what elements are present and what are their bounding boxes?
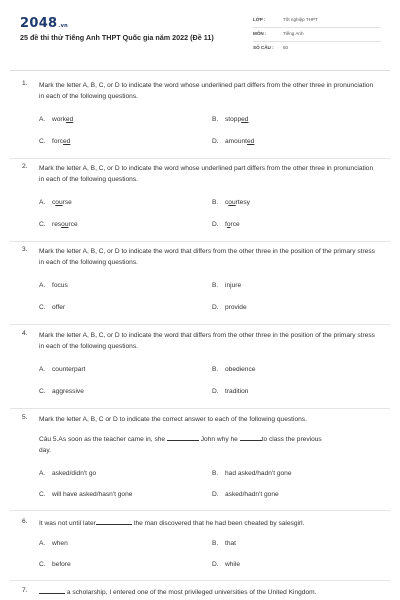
option-text: f: [225, 221, 227, 228]
option-text: c: [225, 199, 229, 206]
option-underlined: ed: [65, 116, 74, 123]
option-c[interactable]: [39, 221, 78, 228]
option-letter: B.: [212, 540, 219, 547]
meta-value: Tiếng Anh: [283, 31, 304, 36]
option-text: injure: [225, 282, 242, 289]
sub-question-part: to class the previous: [261, 436, 322, 443]
option-letter: A.: [39, 282, 46, 289]
question-separator: [10, 510, 390, 511]
option-text: offer: [52, 304, 66, 311]
option-c[interactable]: [39, 138, 70, 145]
option-d[interactable]: [212, 221, 240, 228]
option-b[interactable]: [212, 540, 236, 547]
option-letter: D.: [212, 221, 219, 228]
meta-row-count: [253, 42, 381, 56]
option-text: focus: [52, 282, 68, 289]
option-text-tail: rce: [68, 221, 78, 228]
option-c[interactable]: [39, 304, 65, 311]
meta-label: MÔN :: [253, 31, 267, 36]
option-letter: B.: [212, 366, 219, 373]
answer-blank: [167, 440, 199, 441]
option-letter: C.: [39, 304, 46, 311]
option-underlined: o: [226, 221, 231, 228]
option-underlined: ed: [63, 138, 71, 145]
sub-question-text: [39, 434, 379, 456]
option-letter: A.: [39, 540, 46, 547]
question-text: [39, 518, 379, 529]
option-letter: D.: [212, 388, 219, 395]
question-number: 1.: [22, 80, 28, 87]
answer-blank: [240, 440, 262, 441]
sub-question-part: John why he: [198, 436, 240, 443]
option-text: stopp: [225, 116, 242, 123]
option-d[interactable]: [212, 138, 254, 145]
question-number: 7.: [22, 587, 28, 594]
question-text: Mark the letter A, B, C, or D to indicate the word whose underlined part differs from the other three in pronunciation in each of the following questions.: [39, 165, 374, 183]
question-number: 2.: [22, 163, 28, 170]
option-letter: A.: [39, 470, 46, 477]
option-text: c: [52, 199, 56, 206]
option-underlined: ou: [228, 199, 236, 206]
question-separator: [10, 408, 390, 409]
question-number: 3.: [22, 246, 28, 253]
question-separator: [10, 158, 390, 159]
option-underlined: ou: [55, 199, 63, 206]
meta-label: SỐ CÂU :: [253, 45, 274, 50]
option-text: had asked/hadn't gone: [225, 470, 292, 477]
meta-row-subject: [253, 28, 381, 42]
question-text-part: It was not until later: [39, 520, 96, 527]
option-letter: B.: [212, 282, 219, 289]
question-text: Mark the letter A, B, C or D to indicate the correct answer to each of the following questions.: [39, 416, 307, 423]
sub-question-part: Câu 5.As soon as the teacher came in, she: [39, 436, 167, 443]
option-letter: B.: [212, 199, 219, 206]
option-a[interactable]: [39, 116, 73, 123]
option-letter: D.: [212, 561, 219, 568]
option-text: amount: [225, 138, 247, 145]
option-text-tail: rce: [230, 221, 240, 228]
option-text: asked/hadn't gone: [225, 491, 279, 498]
option-d[interactable]: [212, 388, 248, 395]
option-letter: C.: [39, 388, 46, 395]
question-separator: [10, 241, 390, 242]
option-text: provide: [225, 304, 247, 311]
document-header: [0, 0, 400, 68]
meta-row-class: [253, 14, 381, 28]
option-a[interactable]: [39, 199, 72, 206]
option-d[interactable]: [212, 304, 247, 311]
meta-label: LỚP :: [253, 17, 266, 22]
option-letter: C.: [39, 561, 46, 568]
option-b[interactable]: [212, 282, 241, 289]
meta-value: Tốt nghiệp THPT: [283, 17, 318, 22]
option-d[interactable]: [212, 561, 240, 568]
option-text: tradition: [225, 388, 249, 395]
option-letter: C.: [39, 138, 46, 145]
option-d[interactable]: [212, 491, 279, 498]
question-separator: [10, 580, 390, 581]
option-b[interactable]: [212, 366, 255, 373]
question-number: 6.: [22, 518, 28, 525]
question-text: Mark the letter A, B, C, or D to indicate the word that differs from the other three in the position of the primary stress in each of the following questions.: [39, 248, 375, 266]
question-text: Mark the letter A, B, C, or D to indicate the word that differs from the other three in the position of the primary stress in each of the following questions.: [39, 332, 375, 350]
option-underlined: ou: [61, 221, 69, 228]
option-letter: C.: [39, 491, 46, 498]
option-letter: C.: [39, 221, 46, 228]
option-text: will have asked/hasn't gone: [52, 491, 133, 498]
question-number: 4.: [22, 330, 28, 337]
sub-question-part: day.: [39, 447, 51, 454]
option-letter: A.: [39, 366, 46, 373]
logo-suffix: .vn: [58, 23, 69, 29]
option-letter: A.: [39, 199, 46, 206]
option-text: when: [52, 540, 68, 547]
option-a[interactable]: [39, 366, 85, 373]
option-text-tail: rtesy: [235, 199, 250, 206]
option-letter: A.: [39, 116, 46, 123]
document-title: 25 đề thi thử Tiếng Anh THPT Quốc gia năm 2022 (Đề 11): [20, 33, 214, 42]
option-a[interactable]: [39, 540, 68, 547]
question-separator: [10, 324, 390, 325]
question-text-part: the man discovered that he had been cheated by salesgirl.: [131, 520, 305, 527]
logo-text: 2048: [20, 16, 58, 31]
option-letter: B.: [212, 470, 219, 477]
option-letter: D.: [212, 304, 219, 311]
option-b[interactable]: [212, 470, 292, 477]
option-text: obedience: [225, 366, 256, 373]
option-b[interactable]: [212, 116, 248, 123]
option-text: work: [52, 116, 66, 123]
option-c[interactable]: [39, 561, 71, 568]
option-text: while: [225, 561, 241, 568]
answer-blank: [39, 593, 65, 594]
option-letter: D.: [212, 491, 219, 498]
header-divider: [10, 70, 390, 71]
question-number: 5.: [22, 414, 28, 421]
question-text: Mark the letter A, B, C, or D to indicate the word whose underlined part differs from the other three in pronunciation in each of the following questions.: [39, 82, 374, 100]
option-text: asked/didn't go: [52, 470, 97, 477]
option-underlined: ed: [241, 116, 249, 123]
site-logo[interactable]: [20, 16, 68, 31]
option-letter: D.: [212, 138, 219, 145]
option-c[interactable]: [39, 388, 84, 395]
option-text-tail: rse: [62, 199, 72, 206]
option-text: that: [225, 540, 236, 547]
question-text-part: a scholarship, I entered one of the most privileged universities of the United Kingdom.: [65, 589, 317, 596]
question-text: [39, 587, 379, 598]
option-text: before: [52, 561, 71, 568]
option-a[interactable]: [39, 282, 68, 289]
option-text: aggressive: [52, 388, 84, 395]
option-text: forc: [52, 138, 63, 145]
option-c[interactable]: [39, 491, 132, 498]
meta-value: 50: [283, 45, 289, 50]
meta-panel: [253, 14, 381, 56]
option-underlined: ed: [247, 138, 255, 145]
option-a[interactable]: [39, 470, 96, 477]
option-text: res: [52, 221, 62, 228]
answer-blank: [96, 524, 132, 525]
option-text: counterpart: [52, 366, 86, 373]
option-letter: B.: [212, 116, 219, 123]
option-b[interactable]: [212, 199, 250, 206]
